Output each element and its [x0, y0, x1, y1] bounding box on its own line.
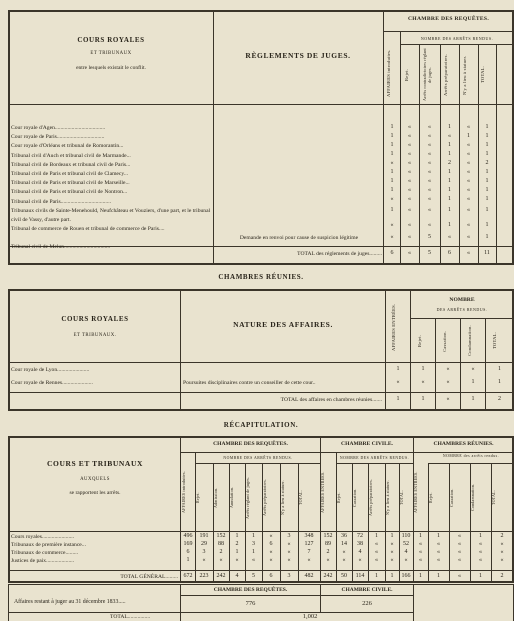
table-cell: «: [471, 366, 475, 372]
table-cell: «: [479, 541, 482, 547]
column-header: TOTAL.: [399, 490, 404, 505]
s2-row-rennes: Cour royale de Rennes......................: [11, 380, 93, 386]
table-cell: «: [467, 234, 470, 240]
table-cell: «: [437, 549, 440, 555]
s2-head-rejet: Rejet.: [417, 334, 422, 348]
table-cell: 72: [357, 533, 363, 539]
list-item: Tribunaux de première instance...: [11, 542, 86, 548]
s3-col1-note: se rapportent les arrêts.: [69, 490, 121, 496]
table-cell: 1: [186, 557, 190, 563]
table-cell: 1: [390, 133, 394, 139]
s1-head-total: TOTAL.: [480, 66, 485, 84]
table-cell: 110: [401, 533, 411, 539]
total-cell: 5: [252, 573, 255, 579]
total-cell: 5: [428, 250, 431, 256]
column-header: Rejet.: [428, 492, 433, 503]
s1-head-affaires: AFFAIRES introduites.: [386, 49, 391, 97]
table-cell: «: [479, 557, 482, 563]
table-cell: 1: [485, 124, 489, 130]
table-cell: 191: [199, 533, 209, 539]
list-item: Tribunaux civils de Sainte-Menehould, Neufchâteau et Vouziers, d'une part, et le tribunal civil de Vassy, d'autre part.: [11, 207, 211, 223]
table-cell: 2: [326, 549, 330, 555]
table-cell: «: [252, 557, 255, 563]
table-cell: 3: [252, 541, 255, 547]
s2-col1-title: COURS ROYALES: [61, 315, 129, 323]
table-cell: 36: [341, 533, 347, 539]
table-cell: «: [408, 207, 411, 213]
s1-chamber-title: CHAMBRE DES REQUÊTES.: [407, 16, 490, 22]
s4-req-title: CHAMBRE DES REQUÊTES.: [213, 587, 288, 593]
table-cell: 89: [325, 541, 331, 547]
s1-col2-title: RÈGLEMENTS DE JUGES.: [245, 51, 351, 60]
table-cell: 2: [235, 541, 239, 547]
table-cell: «: [437, 541, 440, 547]
total-cell: 166: [401, 573, 411, 579]
table-cell: 1: [485, 222, 489, 228]
list-item: Tribunal civil de Melun.................................: [11, 243, 111, 250]
table-cell: «: [458, 541, 461, 547]
table-cell: 1: [485, 151, 489, 157]
table-cell: 1: [485, 133, 489, 139]
list-item: Cours royales.......................: [11, 534, 75, 540]
table-cell: «: [408, 187, 411, 193]
table-cell: 1: [485, 207, 489, 213]
table-cell: «: [428, 142, 431, 148]
s2-head-total: TOTAL.: [492, 332, 497, 350]
table-cell: 1: [448, 169, 451, 175]
list-item: Cour royale de Paris..................................: [11, 134, 105, 141]
table-cell: 2: [219, 549, 223, 555]
table-cell: 1: [485, 187, 489, 193]
column-header: AFFAIRES introduites.: [181, 471, 186, 514]
table-cell: 1: [498, 366, 501, 372]
list-item: Cour royale d'Agen....................................: [11, 125, 106, 131]
table-cell: «: [408, 196, 411, 202]
table-cell: «: [428, 196, 431, 202]
total-cell: 6: [390, 250, 394, 256]
s3-req-sub: NOMBRE DES ARRÊTS RENDUS.: [223, 456, 293, 460]
table-cell: 1: [485, 169, 489, 175]
table-cell: «: [408, 151, 411, 157]
s3-court-list: [11, 533, 179, 565]
column-header: N'y a lieu à statuer.: [280, 480, 285, 515]
s2-banner: CHAMBRES RÉUNIES.: [218, 273, 304, 281]
table-cell: 1: [448, 222, 451, 228]
list-item: Tribunaux de commerce.........: [11, 550, 79, 556]
s1-head-preparatoires: Arrêts préparatoires.: [443, 54, 448, 96]
table-cell: «: [467, 222, 470, 228]
column-header: N'y a lieu à statuer.: [385, 480, 390, 515]
table-cell: «: [375, 557, 378, 563]
total-cell: 242: [323, 573, 333, 579]
table-cell: 1: [448, 124, 451, 130]
s3-reu-title: CHAMBRES RÉUNIES.: [433, 441, 494, 447]
table-cell: «: [458, 549, 461, 555]
table-cell: 1: [390, 207, 394, 213]
table-cell: 496: [183, 533, 193, 539]
table-cell: 29: [201, 541, 207, 547]
table-cell: «: [446, 366, 450, 372]
table-cell: 1: [390, 124, 394, 130]
list-item: Tribunal civil de Paris et tribunal civil de Clamecy...: [11, 170, 129, 177]
total-cell: 2: [500, 573, 504, 579]
s1-col1-note: entre lesquels existait le conflit.: [76, 65, 146, 71]
table-cell: «: [428, 160, 431, 166]
total-cell: «: [458, 573, 461, 579]
table-cell: «: [342, 557, 346, 563]
list-item: Tribunal civil de Paris et tribunal civil de Marseille...: [11, 180, 130, 187]
table-cell: 2: [448, 160, 451, 166]
table-cell: 1: [419, 533, 422, 539]
list-item: Tribunal civil de Paris....................................: [11, 198, 112, 205]
column-header: Condamnation.: [470, 483, 475, 512]
table-cell: «: [467, 207, 470, 213]
table-cell: «: [342, 549, 346, 555]
s2-note-rennes: Poursuites disciplinaires contre un conseiller de cette cour..: [183, 380, 316, 386]
total-cell: 3: [287, 573, 291, 579]
total-cell: 1: [437, 573, 440, 579]
table-cell: «: [448, 133, 451, 139]
column-header: Rejet.: [336, 492, 341, 503]
total-cell: 2: [498, 396, 501, 402]
table-cell: 7: [307, 549, 311, 555]
table-cell: 1: [479, 533, 482, 539]
table-cell: 152: [216, 533, 226, 539]
table-cell: 1: [390, 178, 394, 184]
table-cell: «: [390, 234, 394, 240]
column-header: TOTAL.: [298, 490, 303, 505]
table-cell: «: [202, 557, 206, 563]
table-cell: «: [419, 549, 422, 555]
total-cell: «: [446, 396, 450, 402]
s1-col1-title: COURS ROYALES: [77, 36, 145, 44]
total-cell: «: [467, 250, 470, 256]
table-cell: «: [404, 557, 408, 563]
column-header: Rejet.: [195, 492, 200, 503]
table-cell: 1: [471, 379, 475, 385]
table-cell: «: [467, 187, 470, 193]
table-cell: «: [467, 124, 470, 130]
table-cell: 1: [390, 142, 394, 148]
column-header: AFFAIRES ENTRÉES.: [413, 471, 418, 514]
table-cell: «: [375, 541, 378, 547]
s3-reu-sub: NOMBRE des arrêts rendus.: [442, 454, 500, 458]
table-cell: «: [419, 557, 422, 563]
s1-col1-sub: ET TRIBUNAUX: [90, 51, 132, 56]
table-cell: «: [428, 169, 431, 175]
table-cell: «: [428, 124, 431, 130]
s3-civ-sub: NOMBRE DES ARRÊTS RENDUS.: [339, 456, 410, 460]
column-header: Cassation.: [449, 488, 454, 507]
total-cell: 6: [269, 573, 273, 579]
total-cell: 223: [199, 573, 209, 579]
table-cell: «: [467, 178, 470, 184]
table-cell: 1: [448, 151, 451, 157]
total-cell: 1: [421, 396, 425, 402]
table-cell: «: [390, 222, 394, 228]
s1-note-melun: Demande en renvoi pour cause de suspicion légitime: [239, 235, 359, 241]
table-cell: «: [500, 557, 504, 563]
table-cell: «: [428, 178, 431, 184]
table-cell: «: [408, 178, 411, 184]
table-cell: «: [437, 557, 440, 563]
column-header: Arrêts préparatoires.: [262, 478, 267, 517]
table-cell: «: [428, 222, 431, 228]
total-cell: 1: [471, 396, 475, 402]
column-header: Arrêts réglant de juges.: [245, 476, 250, 519]
table-cell: 2: [500, 533, 504, 539]
total-cell: 672: [183, 573, 193, 579]
table-cell: «: [408, 222, 411, 228]
table-cell: 1: [375, 533, 378, 539]
table-cell: 1: [498, 379, 501, 385]
column-header: AFFAIRES ENTRÉES.: [320, 471, 325, 514]
table-cell: 6: [269, 541, 273, 547]
table-cell: 348: [304, 533, 314, 539]
table-cell: «: [375, 549, 378, 555]
list-item: Justices de paix....................: [11, 558, 75, 564]
table-cell: «: [287, 541, 291, 547]
table-cell: «: [458, 533, 461, 539]
table-cell: «: [467, 151, 470, 157]
table-cell: «: [479, 549, 482, 555]
table-cell: «: [428, 207, 431, 213]
s3-banner: RÉCAPITULATION.: [223, 421, 299, 429]
table-cell: «: [467, 142, 470, 148]
s4-civ-title: CHAMBRE CIVILE.: [341, 587, 393, 593]
s2-group-title: NOMBRE: [449, 297, 475, 303]
table-cell: «: [390, 541, 394, 547]
table-cell: 38: [357, 541, 363, 547]
table-cell: «: [500, 541, 504, 547]
table-cell: 1: [485, 142, 489, 148]
s2-head-affaires: AFFAIRES ENTRÉES.: [391, 303, 396, 351]
table-cell: «: [408, 142, 411, 148]
table-cell: «: [390, 196, 394, 202]
table-cell: «: [500, 549, 504, 555]
table-cell: «: [467, 196, 470, 202]
s1-chamber-sub: NOMBRE DES ARRÊTS RENDUS.: [420, 36, 494, 41]
table-cell: «: [408, 234, 411, 240]
s3-total-label: TOTAL GÉNÉRAL.........: [120, 574, 178, 580]
s2-col2-title: NATURE DES AFFAIRES.: [233, 320, 333, 329]
column-header: Annulation.: [229, 486, 234, 509]
table-cell: 1: [485, 234, 489, 240]
table-cell: «: [419, 541, 422, 547]
total-cell: 242: [216, 573, 226, 579]
s2-col1-sub: ET TRIBUNAUX.: [73, 333, 117, 338]
total-cell: «: [408, 250, 411, 256]
table-cell: «: [408, 133, 411, 139]
table-cell: 1: [448, 178, 451, 184]
s1-head-nyalieu: N'y a lieu à statuer.: [462, 55, 467, 95]
table-cell: «: [269, 557, 273, 563]
table-cell: 52: [403, 541, 409, 547]
table-cell: «: [467, 169, 470, 175]
table-cell: «: [448, 234, 451, 240]
table-cell: «: [458, 557, 461, 563]
s3-civ-title: CHAMBRE CIVILE.: [341, 441, 393, 447]
column-header: Arrêts préparatoires.: [368, 478, 373, 517]
list-item: Tribunal de commerce de Rouen et tribunal de commerce de Paris....: [11, 225, 165, 232]
s4-label: Affaires restant à juger au 31 décembre 1833.....: [14, 599, 126, 605]
s3-col1-title: COURS ET TRIBUNAUX: [47, 459, 143, 468]
s4-civ-value: 226: [362, 600, 372, 607]
table-cell: «: [287, 549, 291, 555]
table-cell: 1: [390, 533, 394, 539]
total-cell: 1: [390, 573, 394, 579]
table-cell: 127: [304, 541, 314, 547]
column-header: Admission.: [213, 487, 218, 508]
table-cell: «: [446, 379, 450, 385]
table-cell: 1: [467, 133, 470, 139]
table-cell: 14: [341, 541, 347, 547]
table-cell: «: [390, 160, 394, 166]
table-cell: 1: [448, 196, 451, 202]
table-cell: «: [396, 379, 400, 385]
table-cell: 1: [235, 549, 239, 555]
table-cell: 1: [485, 178, 489, 184]
table-cell: «: [269, 533, 273, 539]
table-cell: 4: [358, 549, 362, 555]
table-cell: 1: [448, 142, 451, 148]
total-cell: 50: [341, 573, 347, 579]
total-cell: 1: [479, 573, 482, 579]
table-cell: 5: [428, 234, 431, 240]
total-cell: 114: [355, 573, 365, 579]
table-cell: «: [428, 187, 431, 193]
s2-head-cassation: Cassation.: [442, 330, 447, 352]
s1-total-label: TOTAL des réglements de juges.........: [297, 251, 382, 257]
s2-row-lyon: Cour royale de Lyon.......................: [11, 367, 90, 373]
s1-court-list: [11, 124, 213, 252]
s3-req-title: CHAMBRE DES REQUÊTES.: [213, 441, 288, 447]
table-cell: 3: [287, 533, 291, 539]
table-cell: «: [428, 133, 431, 139]
s2-head-condamnation: Condamnation.: [467, 325, 472, 357]
table-cell: 1: [485, 196, 489, 202]
column-header: TOTAL.: [491, 490, 496, 505]
table-cell: 88: [218, 541, 224, 547]
list-item: Tribunal civil de Paris et tribunal civil de Nontron...: [11, 189, 128, 196]
table-cell: «: [408, 124, 411, 130]
table-cell: 169: [183, 541, 193, 547]
table-cell: 1: [448, 187, 451, 193]
s2-total-label: TOTAL des affaires en chambres réunies.......: [280, 397, 382, 403]
table-cell: «: [428, 151, 431, 157]
table-cell: 1: [390, 169, 394, 175]
table-cell: 1: [390, 187, 394, 193]
s3-col1-sub: AUXQUELS: [80, 477, 110, 482]
table-cell: «: [307, 557, 311, 563]
table-cell: 2: [485, 160, 489, 166]
total-cell: 1: [375, 573, 378, 579]
table-cell: «: [390, 549, 394, 555]
table-cell: «: [421, 379, 425, 385]
table-cell: «: [235, 557, 239, 563]
total-cell: 1: [419, 573, 422, 579]
s4-total-label: TOTAL................: [110, 614, 151, 620]
list-item: Tribunal civil d'Auch et tribunal civil de Marmande...: [11, 152, 131, 159]
table-cell: «: [467, 160, 470, 166]
table-cell: 1: [252, 549, 255, 555]
table-cell: 1: [448, 207, 451, 213]
table-cell: 1: [252, 533, 255, 539]
table-cell: «: [358, 557, 362, 563]
s4-req-value: 776: [245, 600, 256, 607]
list-item: Tribunal civil de Bordeaux et tribunal civil de Paris...: [11, 161, 131, 168]
table-cell: 1: [437, 533, 440, 539]
table-cell: 1: [396, 366, 400, 372]
total-cell: 1: [396, 396, 400, 402]
total-cell: 6: [448, 250, 451, 256]
table-cell: 152: [323, 533, 333, 539]
table-cell: «: [326, 557, 330, 563]
table-cell: 1: [390, 151, 394, 157]
s2-group-sub: DES ARRÊTS RENDUS.: [436, 307, 488, 312]
table-cell: 6: [186, 549, 190, 555]
table-cell: 1: [235, 533, 239, 539]
list-item: Cour royale d'Orléans et tribunal de Romorantin...: [11, 143, 124, 150]
table-cell: 3: [202, 549, 206, 555]
total-cell: 11: [484, 250, 490, 256]
total-cell: 482: [304, 573, 314, 579]
table-cell: «: [408, 169, 411, 175]
s1-head-rejet: Rejet.: [404, 68, 409, 82]
table-cell: «: [287, 557, 291, 563]
column-header: Cassation.: [352, 488, 357, 507]
s1-head-contradictoires: Arrêts contradictoires réglant de juges.: [422, 48, 432, 102]
table-cell: «: [408, 160, 411, 166]
total-cell: 4: [235, 573, 239, 579]
table-cell: «: [219, 557, 223, 563]
s4-total-value: 1,002: [302, 613, 318, 620]
table-cell: 1: [421, 366, 425, 372]
table-cell: «: [390, 557, 394, 563]
table-cell: «: [269, 549, 273, 555]
table-cell: 4: [404, 549, 408, 555]
